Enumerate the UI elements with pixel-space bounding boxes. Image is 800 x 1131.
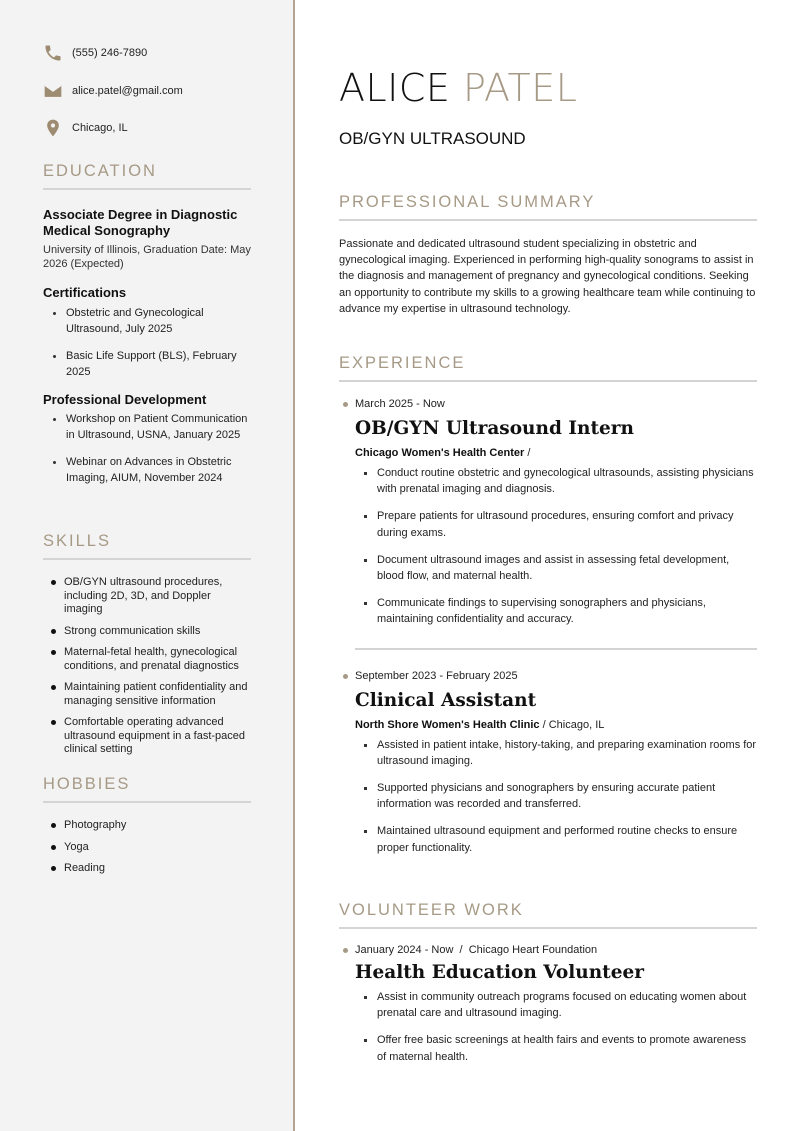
divider: [339, 380, 757, 382]
volunteer-position: Health Education Volunteer: [355, 962, 644, 983]
certifications-heading: Certifications: [43, 285, 127, 300]
volunteer-bullets: [355, 989, 757, 1065]
job-bullets: [355, 737, 757, 856]
list-item: Workshop on Patient Communication in Ultrasound, USNA, January 2025: [43, 411, 251, 443]
org-location: Chicago, IL: [548, 718, 605, 731]
candidate-name: [339, 66, 577, 110]
job-position: Clinical Assistant: [355, 689, 537, 711]
job-bullets: [355, 465, 757, 628]
list-item: Supported physicians and sonographers by ensuring accurate patient information was recorded and transferred.: [355, 780, 757, 812]
first-name: ALICE: [339, 66, 451, 110]
section-heading: EDUCATION: [43, 162, 157, 180]
last-name: PATEL: [463, 66, 578, 110]
phone-icon: [43, 43, 63, 63]
divider: [43, 801, 251, 803]
education-section: [43, 162, 251, 486]
list-item: Webinar on Advances in Obstetric Imaging, AIUM, November 2024: [43, 454, 251, 486]
experience-section: [339, 354, 757, 867]
job-date: March 2025 - Now: [339, 398, 757, 410]
skills-section: [43, 532, 251, 757]
divider: [43, 188, 251, 190]
job-position: OB/GYN Ultrasound Intern: [355, 418, 634, 439]
divider: [355, 648, 757, 650]
section-heading: SKILLS: [43, 532, 111, 550]
list-item: Reading: [43, 862, 251, 876]
job-entry: [339, 398, 757, 650]
section-heading: HOBBIES: [43, 775, 131, 793]
list-item: Conduct routine obstetric and gynecological ultrasounds, assisting physicians with prenatal imaging and diagnosis.: [355, 465, 757, 497]
email-text[interactable]: alice.patel@gmail.com: [72, 85, 183, 97]
list-item: Maintaining patient confidentiality and managing sensitive information: [43, 681, 251, 708]
hobbies-section: [43, 775, 251, 876]
org-separator: /: [539, 718, 549, 731]
org-name: North Shore Women's Health Clinic: [355, 718, 540, 731]
degree: Associate Degree in Diagnostic Medical Sonography: [43, 207, 238, 238]
org-name: Chicago Women's Health Center: [355, 447, 525, 459]
list-item: Assist in community outreach programs focused on educating women about prenatal care and ultrasound imaging.: [355, 989, 757, 1021]
org-separator: /: [524, 447, 531, 459]
volunteer-date: January 2024 - Now / Chicago Heart Foundation: [339, 944, 757, 956]
skills-list: [43, 576, 251, 757]
list-item: Document ultrasound images and assist in assessing fetal development, blood flow, and maternal health.: [355, 552, 757, 584]
list-item: OB/GYN ultrasound procedures, including 2D, 3D, and Doppler imaging: [43, 576, 251, 617]
job-date: September 2023 - February 2025: [339, 670, 757, 682]
contact-phone: [43, 43, 147, 63]
list-item: Offer free basic screenings at health fairs and events to promote awareness of maternal health.: [355, 1032, 757, 1064]
school: University of Illinois, Graduation Date: May 2026 (Expected): [43, 244, 251, 270]
list-item: Basic Life Support (BLS), February 2025: [43, 348, 251, 380]
professional-development-list: [43, 411, 251, 486]
hobbies-list: [43, 819, 251, 876]
list-item: Prepare patients for ultrasound procedures, ensuring comfort and privacy during exams.: [355, 508, 757, 540]
divider: [339, 927, 757, 929]
contact-email: [43, 81, 183, 101]
professional-development-heading: Professional Development: [43, 392, 207, 407]
list-item: Assisted in patient intake, history-taking, and preparing examination rooms for ultrasound imaging.: [355, 737, 757, 769]
sidebar: [0, 0, 295, 1131]
section-heading: PROFESSIONAL SUMMARY: [339, 193, 596, 211]
job-organization: [355, 447, 757, 459]
list-item: Yoga: [43, 841, 251, 855]
summary-text: Passionate and dedicated ultrasound student specializing in obstetric and gynecological imaging. Experienced in performing high-quality sonograms to assist in the diagnosis and management of pregnancy and gynecological conditions. Seeking an opportunity to contribute my skills to a growing healthcare team while continuing to advance my expertise in ultrasound technology.: [339, 238, 756, 315]
location-text: Chicago, IL: [72, 122, 128, 134]
list-item: Comfortable operating advanced ultrasound equipment in a fast-paced clinical setting: [43, 716, 251, 757]
job-entry: [339, 670, 757, 856]
certifications-list: [43, 305, 251, 380]
list-item: Communicate findings to supervising sonographers and physicians, maintaining confidentiality and accuracy.: [355, 595, 757, 627]
list-item: Obstetric and Gynecological Ultrasound, July 2025: [43, 305, 251, 337]
job-organization: [355, 719, 757, 731]
phone-text: (555) 246-7890: [72, 47, 148, 59]
contact-location: [43, 118, 128, 138]
divider: [43, 558, 251, 560]
list-item: Maternal-fetal health, gynecological conditions, and prenatal diagnostics: [43, 646, 251, 673]
email-icon: [43, 81, 63, 101]
volunteer-section: [339, 901, 757, 1076]
summary-section: [339, 193, 757, 317]
list-item: Strong communication skills: [43, 625, 251, 639]
list-item: Photography: [43, 819, 251, 833]
divider: [339, 219, 757, 221]
section-heading: EXPERIENCE: [339, 354, 466, 372]
volunteer-entry: [339, 944, 757, 1065]
location-pin-icon: [43, 118, 63, 138]
list-item: Maintained ultrasound equipment and performed routine checks to ensure proper functionality.: [355, 823, 757, 855]
section-heading: VOLUNTEER WORK: [339, 901, 524, 919]
job-title: OB/GYN ULTRASOUND: [339, 129, 526, 148]
